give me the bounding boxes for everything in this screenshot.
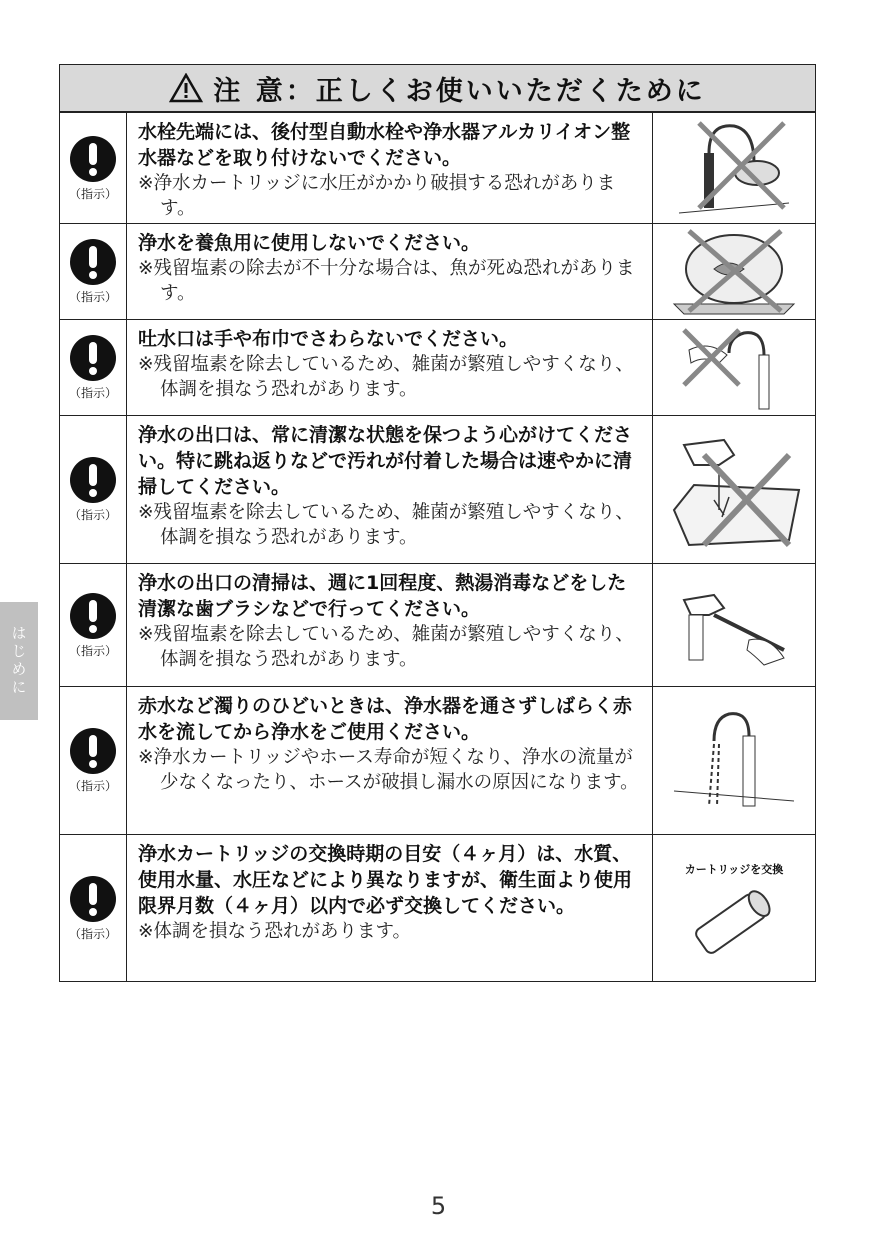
instruction-label: （指示） bbox=[68, 643, 117, 658]
page-number: 5 bbox=[430, 1192, 447, 1220]
caution-text bbox=[127, 320, 653, 415]
instruction-label: （指示） bbox=[68, 926, 117, 941]
faucet-water-flow-illustration bbox=[669, 706, 799, 816]
illustration-faucet-attachment bbox=[653, 113, 815, 223]
caution-main: 浄水カートリッジの交換時期の目安（４ヶ月）は、水質、使用水量、水圧などにより異なりますが、衛生面より使用限界月数（４ヶ月）以内で必ず交換してください。 bbox=[138, 843, 633, 917]
caution-main: 浄水の出口は、常に清潔な状態を保つよう心がけてください。特に跳ね返りなどで汚れが付着した場合は速やかに清掃してください。 bbox=[138, 424, 633, 498]
caution-text bbox=[127, 416, 653, 563]
caution-row-4 bbox=[60, 415, 815, 563]
toothbrush-cleaning-illustration bbox=[669, 580, 799, 670]
section-side-tab: はじめに bbox=[0, 602, 38, 720]
instruction-mark bbox=[60, 564, 127, 686]
caution-main: 浄水の出口の清掃は、週に1回程度、熱湯消毒などをした清潔な歯ブラシなどで行ってください。 bbox=[138, 572, 627, 620]
caution-row-1 bbox=[60, 112, 815, 223]
sink-splash-illustration bbox=[664, 425, 804, 555]
instruction-mark bbox=[60, 113, 127, 223]
hand-touching-spout-illustration bbox=[669, 325, 799, 411]
illustration-faucet-flow bbox=[653, 687, 815, 834]
instruction-label: （指示） bbox=[68, 779, 117, 793]
exclamation-circle-icon bbox=[69, 727, 117, 775]
illustration-cartridge bbox=[653, 835, 815, 981]
illustration-toothbrush bbox=[653, 564, 815, 686]
instruction-mark bbox=[60, 835, 127, 981]
caution-text bbox=[127, 224, 653, 319]
fishbowl-illustration bbox=[669, 229, 799, 315]
illustration-hand-spout bbox=[653, 320, 815, 415]
caution-text bbox=[127, 835, 653, 981]
exclamation-circle-icon bbox=[69, 875, 117, 923]
caution-note: ※残留塩素を除去しているため、雑菌が繁殖しやすくなり、体調を損なう恐れがあります。 bbox=[138, 624, 634, 670]
caution-note: ※残留塩素を除去しているため、雑菌が繁殖しやすくなり、体調を損なう恐れがあります。 bbox=[138, 354, 634, 400]
caution-note: ※体調を損なう恐れがあります。 bbox=[138, 921, 412, 942]
caution-title: 注 意：正しくお使いいただくために bbox=[213, 75, 706, 107]
caution-text bbox=[127, 113, 653, 223]
exclamation-circle-icon bbox=[69, 456, 117, 504]
caution-text bbox=[127, 564, 653, 686]
instruction-mark bbox=[60, 416, 127, 563]
instruction-mark bbox=[60, 224, 127, 319]
exclamation-circle-icon bbox=[69, 238, 117, 286]
caution-header bbox=[60, 65, 815, 112]
caution-note: ※残留塩素の除去が不十分な場合は、魚が死ぬ恐れがあります。 bbox=[138, 258, 635, 304]
caution-note: ※残留塩素を除去しているため、雑菌が繁殖しやすくなり、体調を損なう恐れがあります。 bbox=[138, 502, 634, 548]
caution-row-6 bbox=[60, 686, 815, 834]
exclamation-circle-icon bbox=[69, 135, 117, 183]
faucet-attachment-illustration bbox=[669, 118, 799, 218]
caution-row-7 bbox=[60, 834, 815, 981]
caution-note: ※浄水カートリッジやホース寿命が短くなり、浄水の流量が少なくなったり、ホースが破損し漏水の原因になります。 bbox=[138, 747, 639, 793]
caution-row-2 bbox=[60, 223, 815, 319]
instruction-mark bbox=[60, 320, 127, 415]
caution-text bbox=[127, 687, 653, 834]
caution-note: ※浄水カートリッジに水圧がかかり破損する恐れがあります。 bbox=[138, 173, 616, 219]
illustration-sink-splash bbox=[653, 416, 815, 563]
cartridge-caption: カートリッジを交換 bbox=[684, 863, 784, 876]
instruction-label: （指示） bbox=[68, 186, 117, 201]
instruction-label: （指示） bbox=[68, 386, 117, 400]
caution-main: 浄水を養魚用に使用しないでください。 bbox=[138, 232, 481, 254]
warning-triangle-icon bbox=[169, 73, 203, 103]
instruction-label: （指示） bbox=[68, 290, 117, 304]
exclamation-circle-icon bbox=[69, 592, 117, 640]
caution-main: 赤水など濁りのひどいときは、浄水器を通さずしばらく赤水を流してから浄水をご使用ください。 bbox=[138, 695, 633, 743]
instruction-label: （指示） bbox=[68, 508, 117, 522]
caution-row-3 bbox=[60, 319, 815, 415]
exclamation-circle-icon bbox=[69, 334, 117, 382]
caution-table bbox=[59, 64, 816, 982]
caution-main: 水栓先端には、後付型自動水栓や浄水器アルカリイオン整水器などを取り付けないでください。 bbox=[138, 121, 631, 169]
caution-main: 吐水口は手や布巾でさわらないでください。 bbox=[138, 328, 519, 350]
illustration-fishbowl bbox=[653, 224, 815, 319]
caution-row-5 bbox=[60, 563, 815, 686]
cartridge-illustration bbox=[684, 885, 784, 955]
instruction-mark bbox=[60, 687, 127, 834]
